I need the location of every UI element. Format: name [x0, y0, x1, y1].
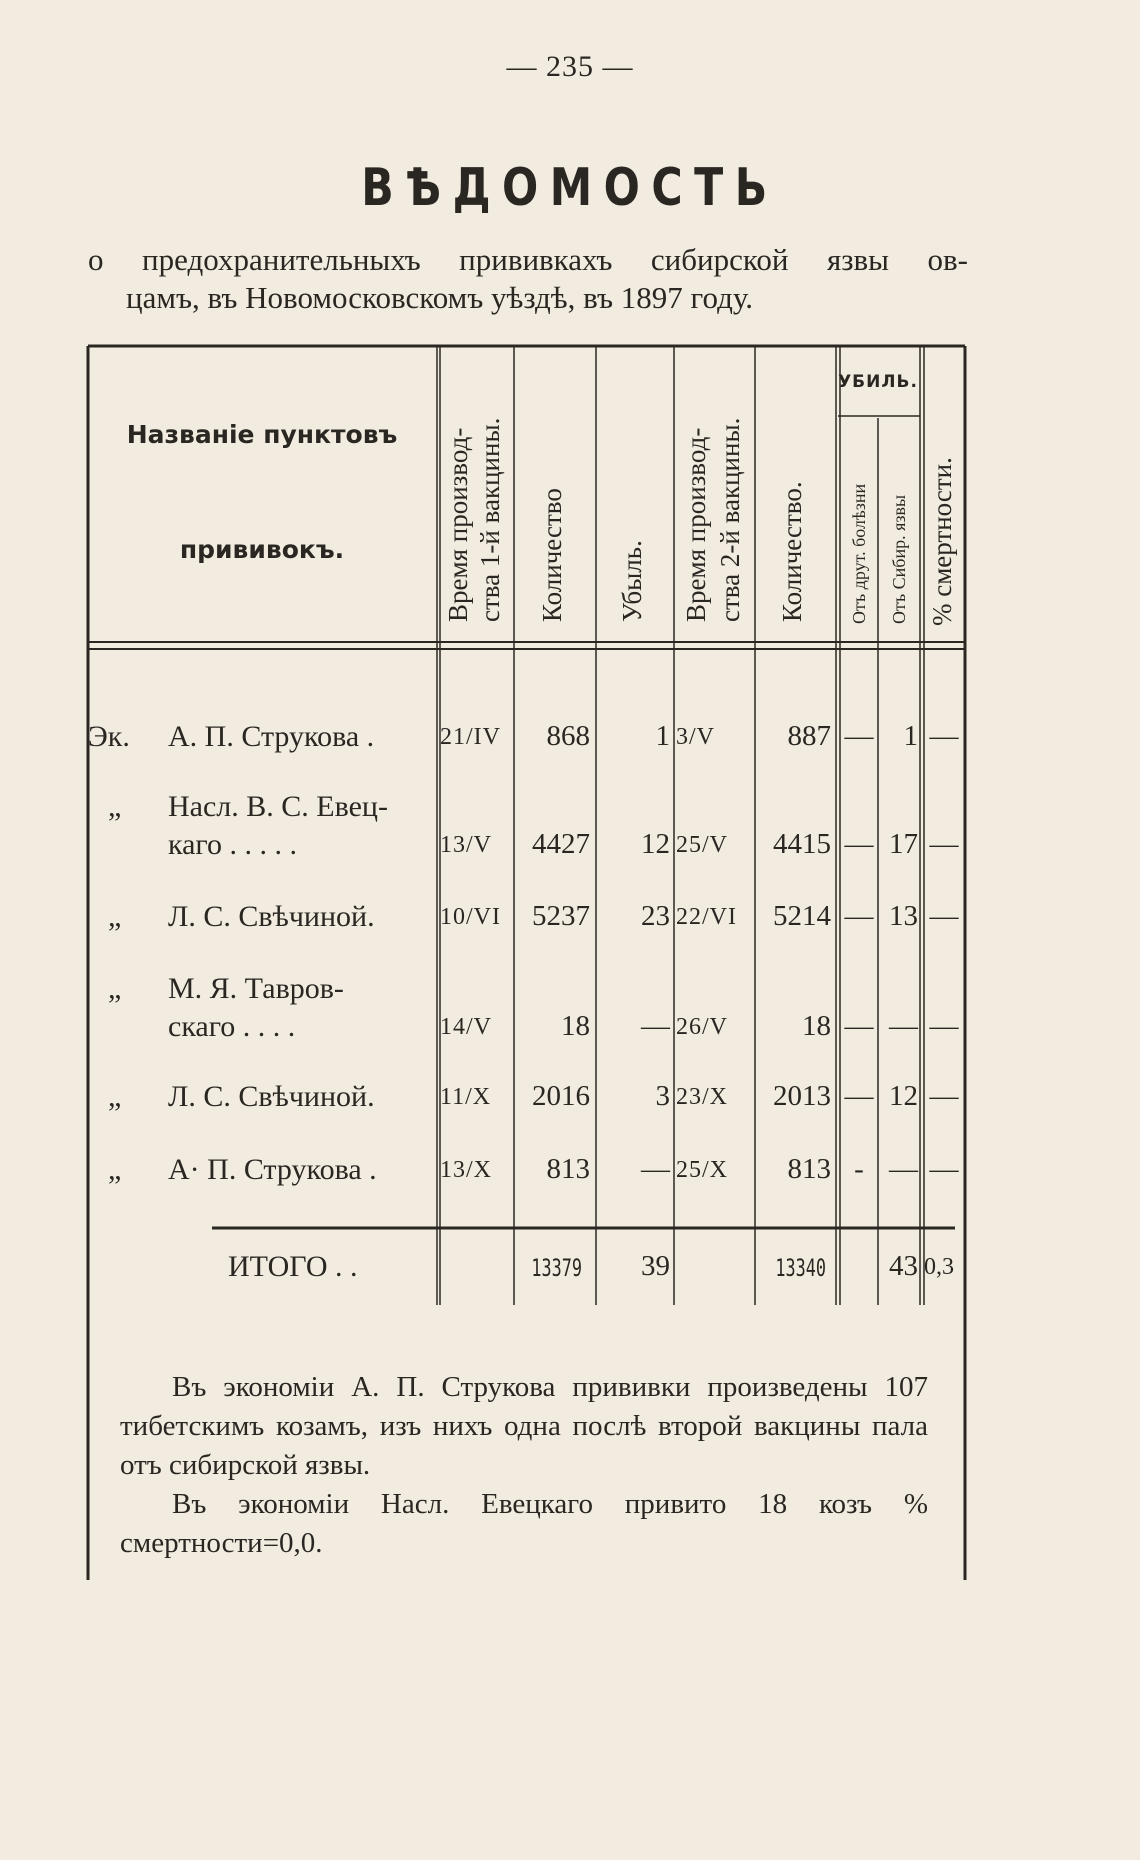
- row-loss: 3: [655, 1080, 670, 1112]
- row-date-1: 13/X: [440, 1157, 492, 1183]
- footnote-paragraph-1: Въ экономіи А. П. Струкова прививки произведены 107 тибетскимъ козамъ, изъ нихъ одна послѣ второй вакцины пала отъ сибирской язвы.: [120, 1371, 928, 1481]
- row-mortality: —: [929, 900, 959, 932]
- row-name-line-1: А· П. Струкова .: [168, 1153, 377, 1186]
- row-loss: 1: [655, 720, 670, 752]
- header-qty-1: Количество: [537, 488, 567, 622]
- row-qty-2: 887: [787, 720, 831, 752]
- row-qty-2: 2013: [773, 1080, 831, 1112]
- row-name-line-1: Насл. В. С. Евец-: [168, 790, 388, 823]
- row-date-2: 26/V: [676, 1014, 728, 1040]
- row-qty-2: 5214: [773, 900, 831, 932]
- row-mortality: —: [929, 828, 959, 860]
- row-name-line-1: Л. С. Свѣчиной.: [168, 900, 375, 933]
- subtitle-line-1: о предохранительныхъ прививкахъ сибирской язвы ов-: [88, 242, 968, 277]
- page-number: — 235 —: [506, 50, 634, 83]
- header-time-2a: Время производ-: [681, 427, 711, 622]
- row-date-1: 11/X: [440, 1084, 492, 1110]
- row-date-2: 22/VI: [676, 904, 737, 930]
- row-prefix: „: [108, 900, 122, 933]
- row-other-disease: —: [844, 828, 874, 860]
- total-loss: 39: [641, 1250, 670, 1282]
- header-qty-2: Количество.: [777, 481, 807, 622]
- row-prefix: „: [108, 1080, 122, 1113]
- row-loss: 23: [641, 900, 670, 932]
- row-prefix: „: [108, 972, 122, 1005]
- header-loss: Убыль.: [617, 540, 647, 622]
- row-name-line-2: скаго . . . .: [168, 1010, 296, 1043]
- row-date-1: 14/V: [440, 1014, 492, 1040]
- row-name-line-1: Л. С. Свѣчиной.: [168, 1080, 375, 1113]
- row-date-1: 21/IV: [440, 724, 501, 750]
- header-time-1b: ства 1-й вакцины.: [475, 417, 505, 622]
- row-date-1: 13/V: [440, 832, 492, 858]
- row-other-disease: —: [844, 720, 874, 752]
- row-qty-2: 18: [802, 1010, 831, 1042]
- subtitle-line-2: цамъ, въ Новомосковскомъ уѣздѣ, въ 1897 году.: [126, 280, 753, 315]
- row-date-2: 23/X: [676, 1084, 728, 1110]
- row-anthrax: 12: [889, 1080, 918, 1112]
- header-name-line-2: прививокъ.: [179, 535, 345, 564]
- header-time-2b: ства 2-й вакцины.: [715, 417, 745, 622]
- row-date-2: 25/X: [676, 1157, 728, 1183]
- row-qty-2: 813: [787, 1153, 831, 1185]
- row-mortality: —: [929, 1153, 959, 1185]
- row-anthrax: —: [889, 1010, 918, 1042]
- row-name-line-1: М. Я. Тавров-: [168, 972, 344, 1005]
- row-loss: —: [641, 1153, 670, 1185]
- header-mortality: % смертности.: [927, 457, 957, 626]
- document-title: ВѢДОМОСТЬ: [361, 158, 779, 218]
- row-qty-1: 18: [561, 1010, 590, 1042]
- row-date-2: 25/V: [676, 832, 728, 858]
- row-mortality: —: [929, 1080, 959, 1112]
- row-anthrax: 17: [889, 828, 918, 860]
- row-anthrax: —: [889, 1153, 918, 1185]
- row-name-line-1: А. П. Струкова .: [168, 720, 375, 753]
- row-qty-1: 5237: [532, 900, 590, 932]
- row-anthrax: 1: [903, 720, 918, 752]
- row-other-disease: —: [844, 900, 874, 932]
- row-qty-1: 813: [546, 1153, 590, 1185]
- row-loss: —: [641, 1010, 670, 1042]
- row-date-2: 3/V: [676, 724, 715, 750]
- row-qty-1: 2016: [532, 1080, 590, 1112]
- row-mortality: —: [929, 1010, 959, 1042]
- row-other-disease: -: [854, 1153, 864, 1185]
- header-time-1a: Время производ-: [443, 427, 473, 622]
- row-qty-2: 4415: [773, 828, 831, 860]
- row-mortality: —: [929, 720, 959, 752]
- footnote: [120, 1368, 928, 1563]
- row-prefix: „: [108, 1153, 122, 1186]
- header-other-disease: Отъ друт. болѣзни: [849, 483, 869, 624]
- row-loss: 12: [641, 828, 670, 860]
- row-anthrax: 13: [889, 900, 918, 932]
- row-qty-1: 4427: [532, 828, 590, 860]
- row-name-line-2: каго . . . . .: [168, 828, 297, 861]
- row-qty-1: 868: [546, 720, 590, 752]
- row-prefix: Эк.: [88, 720, 130, 753]
- row-other-disease: —: [844, 1010, 874, 1042]
- total-qty-2: 13340: [775, 1254, 826, 1282]
- row-prefix: „: [108, 790, 122, 823]
- row-other-disease: —: [844, 1080, 874, 1112]
- footnote-paragraph-2: Въ экономіи Насл. Евецкаго привито 18 козъ % смертности=0,0.: [120, 1488, 928, 1559]
- row-date-1: 10/VI: [440, 904, 501, 930]
- header-ubil: УБИЛЬ.: [838, 372, 918, 392]
- total-mortality: 0,3: [924, 1254, 954, 1280]
- total-qty-1: 13379: [531, 1254, 582, 1282]
- header-anthrax: Отъ Сибир. язвы: [889, 494, 909, 624]
- header-name-line-1: Названіе пунктовъ: [126, 420, 398, 449]
- total-anthrax: 43: [889, 1250, 918, 1282]
- total-label: ИТОГО . .: [228, 1250, 358, 1283]
